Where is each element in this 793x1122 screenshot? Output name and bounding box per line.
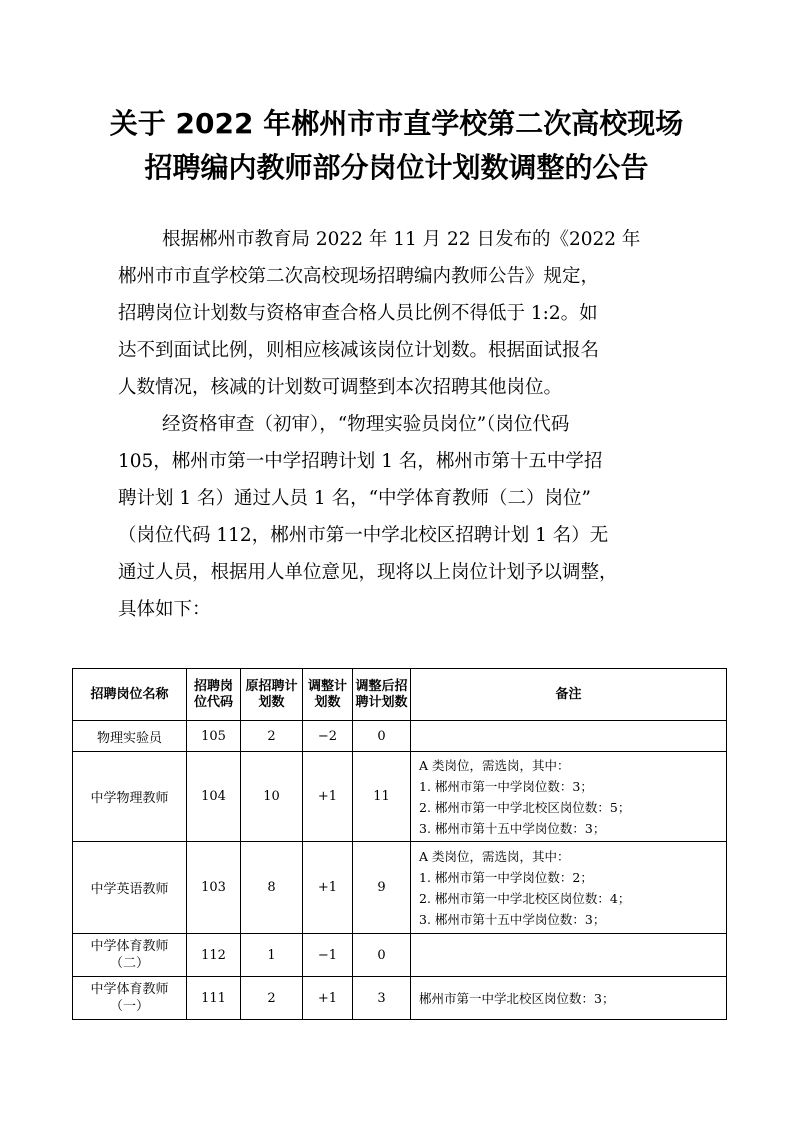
note-line: A 类岗位，需选岗，其中： <box>419 848 570 864</box>
cell-notes <box>411 752 727 842</box>
header-adjusted-plan: 调整后招聘计划数 <box>353 669 411 721</box>
table-row <box>73 977 727 1020</box>
paragraph-line: 郴州市市直学校第二次高校现场招聘编内教师公告》规定， <box>118 266 600 287</box>
cell-original-plan: 2 <box>241 721 303 752</box>
cell-notes <box>411 842 727 934</box>
paragraph-line: （岗位代码 112，郴州市第一中学北校区招聘计划 1 名）无 <box>118 525 609 546</box>
cell-adjusted-plan: 3 <box>353 977 411 1020</box>
cell-adjusted-plan: 0 <box>353 934 411 977</box>
cell-plan-change: +1 <box>303 842 353 934</box>
cell-notes <box>411 977 727 1020</box>
paragraph-line: 招聘岗位计划数与资格审查合格人员比例不得低于 1:2。如 <box>118 303 598 324</box>
cell-plan-change: +1 <box>303 977 353 1020</box>
paragraph-line: 经资格审查（初审），“物理实验员岗位”（岗位代码 <box>162 414 570 435</box>
header-position-code: 招聘岗位代码 <box>187 669 241 721</box>
cell-original-plan: 1 <box>241 934 303 977</box>
title-line-1: 关于 2022 年郴州市市直学校第二次高校现场 <box>109 107 684 140</box>
cell-plan-change: +1 <box>303 752 353 842</box>
cell-adjusted-plan: 9 <box>353 842 411 934</box>
paragraph-line: 105，郴州市第一中学招聘计划 1 名，郴州市第十五中学招 <box>118 451 603 472</box>
note-line: 1. 郴州市第一中学岗位数：3； <box>419 778 593 794</box>
cell-position-code: 105 <box>187 721 241 752</box>
cell-original-plan: 8 <box>241 842 303 934</box>
cell-notes <box>411 934 727 977</box>
header-original-plan: 原招聘计划数 <box>241 669 303 721</box>
cell-notes <box>411 721 727 752</box>
table-row <box>73 934 727 977</box>
table-header-row <box>73 669 727 721</box>
cell-position-code: 111 <box>187 977 241 1020</box>
note-line: 郴州市第一中学北校区岗位数：3； <box>419 990 615 1006</box>
paragraph-line: 通过人员，根据用人单位意见，现将以上岗位计划予以调整， <box>118 562 618 583</box>
cell-position-name: 中学英语教师 <box>73 842 187 934</box>
note-line: 2. 郴州市第一中学北校区岗位数：4； <box>419 890 631 906</box>
table-row <box>73 842 727 934</box>
cell-plan-change: −1 <box>303 934 353 977</box>
cell-original-plan: 2 <box>241 977 303 1020</box>
paragraph-line: 人数情况，核减的计划数可调整到本次招聘其他岗位。 <box>118 377 563 398</box>
cell-position-code: 104 <box>187 752 241 842</box>
note-line: 2. 郴州市第一中学北校区岗位数：5； <box>419 799 631 815</box>
cell-position-name: 物理实验员 <box>73 721 187 752</box>
note-line: A 类岗位，需选岗，其中： <box>419 757 570 773</box>
adjustment-table <box>72 668 727 1020</box>
cell-adjusted-plan: 0 <box>353 721 411 752</box>
title-line-2: 招聘编内教师部分岗位计划数调整的公告 <box>144 151 649 184</box>
header-plan-change: 调整计划数 <box>303 669 353 721</box>
paragraph-line: 根据郴州市教育局 2022 年 11 月 22 日发布的《2022 年 <box>162 229 641 250</box>
paragraph-line: 具体如下： <box>118 599 211 620</box>
note-line: 3. 郴州市第十五中学岗位数：3； <box>419 820 606 836</box>
cell-position-code: 112 <box>187 934 241 977</box>
paragraph-line: 聘计划 1 名）通过人员 1 名，“中学体育教师（二）岗位” <box>118 488 591 509</box>
table-row <box>73 752 727 842</box>
note-line: 3. 郴州市第十五中学岗位数：3； <box>419 911 606 927</box>
paragraph-line: 达不到面试比例，则相应核减该岗位计划数。根据面试报名 <box>118 340 600 361</box>
cell-position-name: 中学体育教师（二） <box>73 934 187 977</box>
cell-position-name: 中学物理教师 <box>73 752 187 842</box>
cell-position-name: 中学体育教师（一） <box>73 977 187 1020</box>
cell-position-code: 103 <box>187 842 241 934</box>
note-line: 1. 郴州市第一中学岗位数：2； <box>419 869 593 885</box>
table-row <box>73 721 727 752</box>
header-position-name: 招聘岗位名称 <box>73 669 187 721</box>
header-notes: 备注 <box>411 669 727 721</box>
cell-adjusted-plan: 11 <box>353 752 411 842</box>
cell-plan-change: −2 <box>303 721 353 752</box>
cell-original-plan: 10 <box>241 752 303 842</box>
